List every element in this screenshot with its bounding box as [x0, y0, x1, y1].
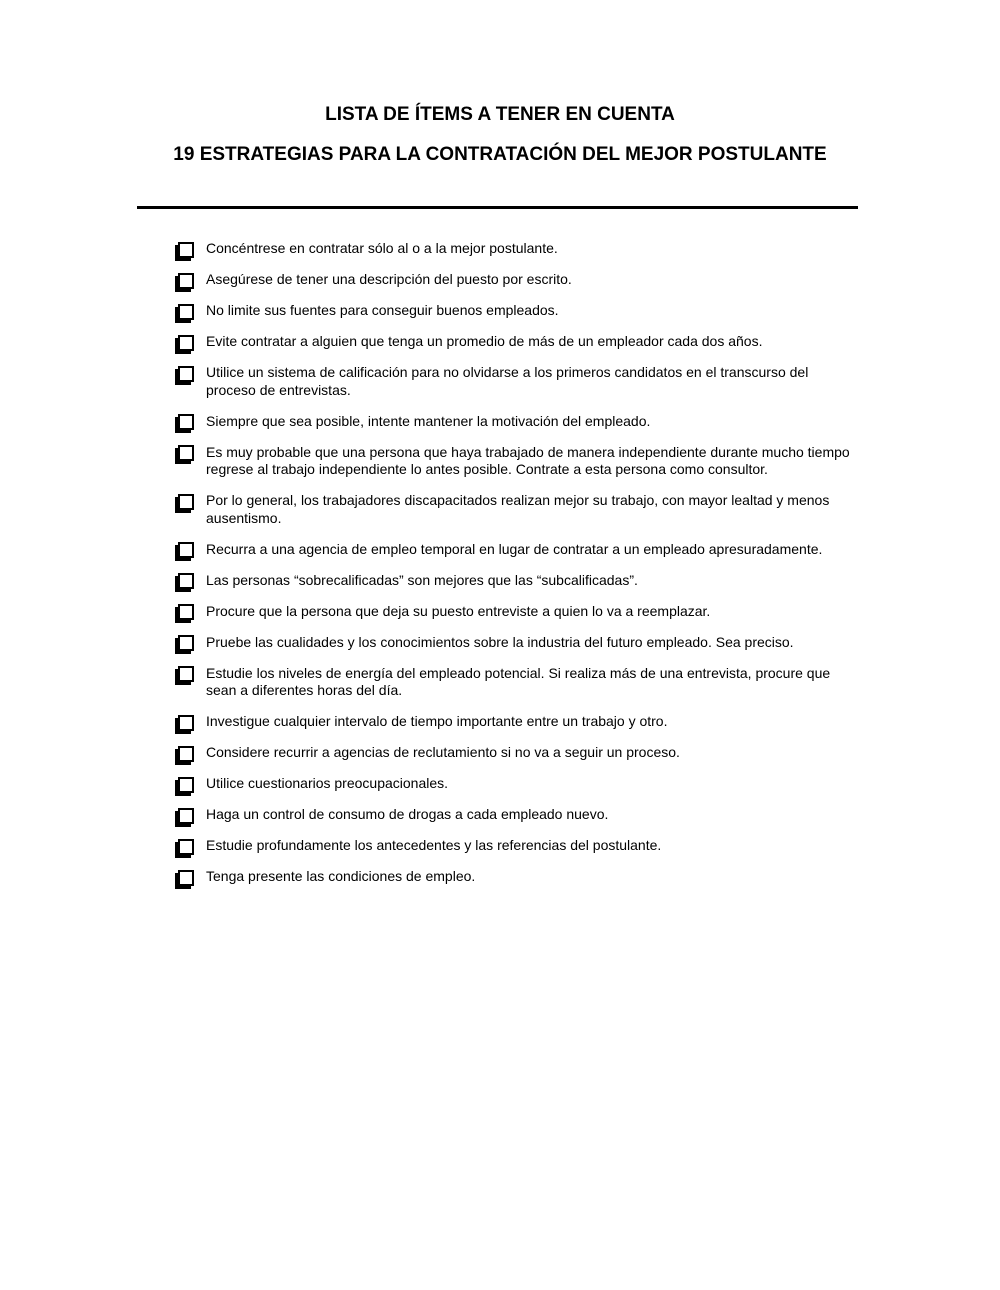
checklist-item-text: Recurra a una agencia de empleo temporal en lugar de contratar a un empleado apresuradamente.: [206, 540, 823, 557]
checklist-item-text: Por lo general, los trabajadores discapacitados realizan mejor su trabajo, con mayor lealtad y menos ausentismo.: [206, 492, 830, 526]
checklist-item: [175, 271, 855, 289]
checklist-item-text: Es muy probable que una persona que haya trabajado de manera independiente durante mucho tiempo regrese al trabajo independiente lo antes posible. Contrate a esta persona como consultor.: [206, 443, 850, 477]
checklist-item-text: Investigue cualquier intervalo de tiempo importante entre un trabajo y otro.: [206, 713, 668, 729]
checklist-item-text: Utilice cuestionarios preocupacionales.: [206, 775, 449, 791]
checklist-item-text: Considere recurrir a agencias de reclutamiento si no va a seguir un proceso.: [206, 744, 680, 760]
checkbox-icon: [178, 808, 194, 824]
checklist-item-text: No limite sus fuentes para conseguir buenos empleados.: [206, 302, 559, 318]
checklist-item-text: Tenga presente las condiciones de empleo.: [206, 868, 476, 884]
checklist-item: [175, 492, 855, 527]
checklist-item: [175, 364, 855, 399]
checklist-item-text: Pruebe las cualidades y los conocimientos sobre la industria del futuro empleado. Sea preciso.: [206, 633, 794, 650]
checklist-item-text: Asegúrese de tener una descripción del puesto por escrito.: [206, 271, 572, 287]
checklist-item-text: Las personas “sobrecalificadas” son mejores que las “subcalificadas”.: [206, 571, 638, 588]
checklist-item: [175, 541, 855, 559]
checklist-item-text: Evite contratar a alguien que tenga un promedio de más de un empleador cada dos años.: [206, 333, 763, 349]
checkbox-icon: [178, 304, 194, 320]
checklist-item: [175, 333, 855, 351]
checklist-item: [175, 603, 855, 621]
checklist-item: [175, 240, 855, 258]
title-divider-rule: [137, 206, 858, 209]
checklist-item: [175, 413, 855, 431]
checkbox-icon: [178, 494, 194, 510]
checkbox-icon: [178, 604, 194, 620]
checklist-item-text: Concéntrese en contratar sólo al o a la mejor postulante.: [206, 240, 558, 256]
checklist-item: [175, 665, 855, 700]
checkbox-icon: [178, 335, 194, 351]
checkbox-icon: [178, 635, 194, 651]
document-header: [0, 0, 1000, 166]
document-title: LISTA DE ÍTEMS A TENER EN CUENTA: [325, 104, 675, 125]
checklist-item-text: Estudie profundamente los antecedentes y las referencias del postulante.: [206, 837, 662, 853]
checklist-item: [175, 868, 855, 886]
checkbox-icon: [178, 273, 194, 289]
checklist-item: [175, 713, 855, 731]
checklist-item: [175, 444, 855, 479]
checklist-item: [175, 837, 855, 855]
checkbox-icon: [178, 839, 194, 855]
checkbox-icon: [178, 414, 194, 430]
checkbox-icon: [178, 715, 194, 731]
checkbox-icon: [178, 542, 194, 558]
checkbox-icon: [178, 746, 194, 762]
checklist-item: [175, 302, 855, 320]
checkbox-icon: [178, 445, 194, 461]
checkbox-icon: [178, 777, 194, 793]
checkbox-icon: [178, 242, 194, 258]
checklist: [175, 240, 855, 886]
checkbox-icon: [178, 666, 194, 682]
checklist-item-text: Estudie los niveles de energía del empleado potencial. Si realiza más de una entrevista, procure que sean a diferentes horas del día.: [206, 664, 831, 698]
checkbox-icon: [178, 366, 194, 382]
checklist-item: [175, 572, 855, 590]
checklist-item: [175, 744, 855, 762]
checklist-item: [175, 634, 855, 652]
checklist-item-text: Haga un control de consumo de drogas a cada empleado nuevo.: [206, 806, 609, 822]
checkbox-icon: [178, 573, 194, 589]
checklist-item-text: Utilice un sistema de calificación para no olvidarse a los primeros candidatos en el transcurso del proceso de entrevistas.: [206, 364, 809, 398]
checklist-item: [175, 806, 855, 824]
checkbox-icon: [178, 870, 194, 886]
checklist-item-text: Procure que la persona que deja su puesto entreviste a quien lo va a reemplazar.: [206, 602, 711, 619]
checklist-item: [175, 775, 855, 793]
checklist-item-text: Siempre que sea posible, intente mantener la motivación del empleado.: [206, 412, 651, 429]
document-subtitle: 19 ESTRATEGIAS PARA LA CONTRATACIÓN DEL MEJOR POSTULANTE: [173, 144, 827, 165]
